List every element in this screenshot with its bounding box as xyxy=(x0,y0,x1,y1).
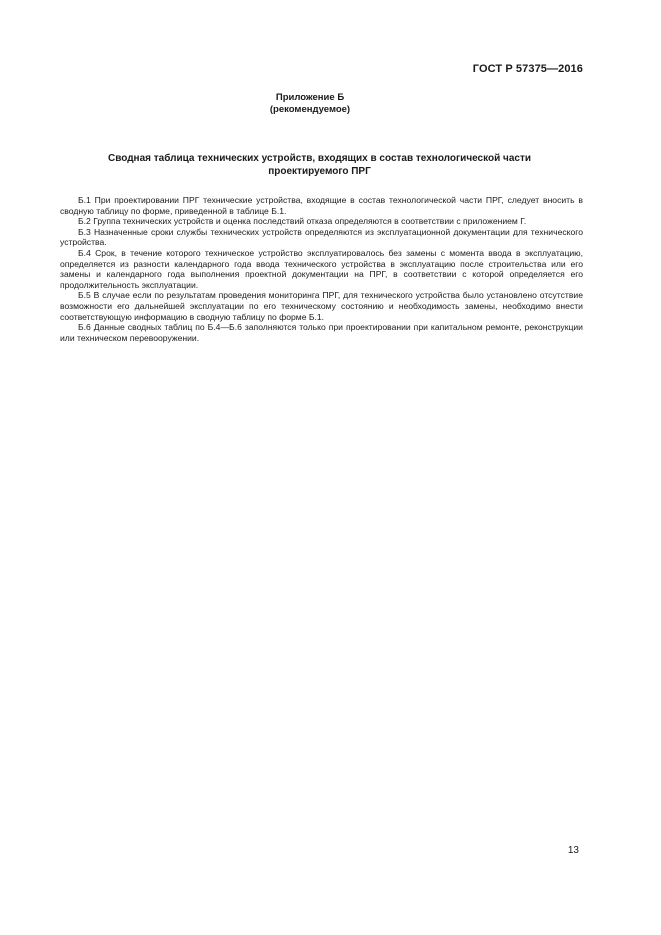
section-title-line-1: Сводная таблица технических устройств, входящих в состав технологической части xyxy=(108,153,531,164)
paragraph-b6: Б.6 Данные сводных таблиц по Б.4—Б.6 заполняются только при проектировании при капитальном ремонте, реконструкции или техническом перевооружении. xyxy=(60,322,583,343)
paragraph-b4: Б.4 Срок, в течение которого техническое устройство эксплуатировалось без замены с момента ввода в эксплуатацию, определяется из разности календарного года ввода технического устройства в эксплуатацию после строительства или его замены и календарного года выполнения проектной документации на ПРГ, в соответствии с которой определяется его продолжительность эксплуатации. xyxy=(60,247,583,290)
page-number: 13 xyxy=(567,845,579,856)
document-code: ГОСТ Р 57375—2016 xyxy=(472,63,583,75)
body-text xyxy=(60,195,583,343)
annex-heading xyxy=(0,92,620,116)
paragraph-b5: Б.5 В случае если по результатам проведения мониторинга ПРГ, для технического устройства было установлено отсутствие возможности его дальнейшей эксплуатации по его техническому состоянию и необходимость замены, необходимо внести соответствующую информацию в сводную таблицу по форме Б.1. xyxy=(60,290,583,322)
paragraph-b2: Б.2 Группа технических устройств и оценка последствий отказа определяются в соответствии с приложением Г. xyxy=(78,216,527,227)
section-title xyxy=(60,153,579,178)
paragraph-b3: Б.3 Назначенные сроки службы технических устройств определяются из эксплуатационной документации для технического устройства. xyxy=(60,226,583,248)
annex-status: (рекомендуемое) xyxy=(269,104,351,115)
paragraph-b1: Б.1 При проектировании ПРГ технические устройства, входящие в состав технологической части ПРГ, следует вносить в сводную таблицу по форме, приведенной в таблице Б.1. xyxy=(60,195,583,216)
annex-title: Приложение Б xyxy=(275,92,345,103)
section-title-line-2: проектируемого ПРГ xyxy=(268,165,371,177)
